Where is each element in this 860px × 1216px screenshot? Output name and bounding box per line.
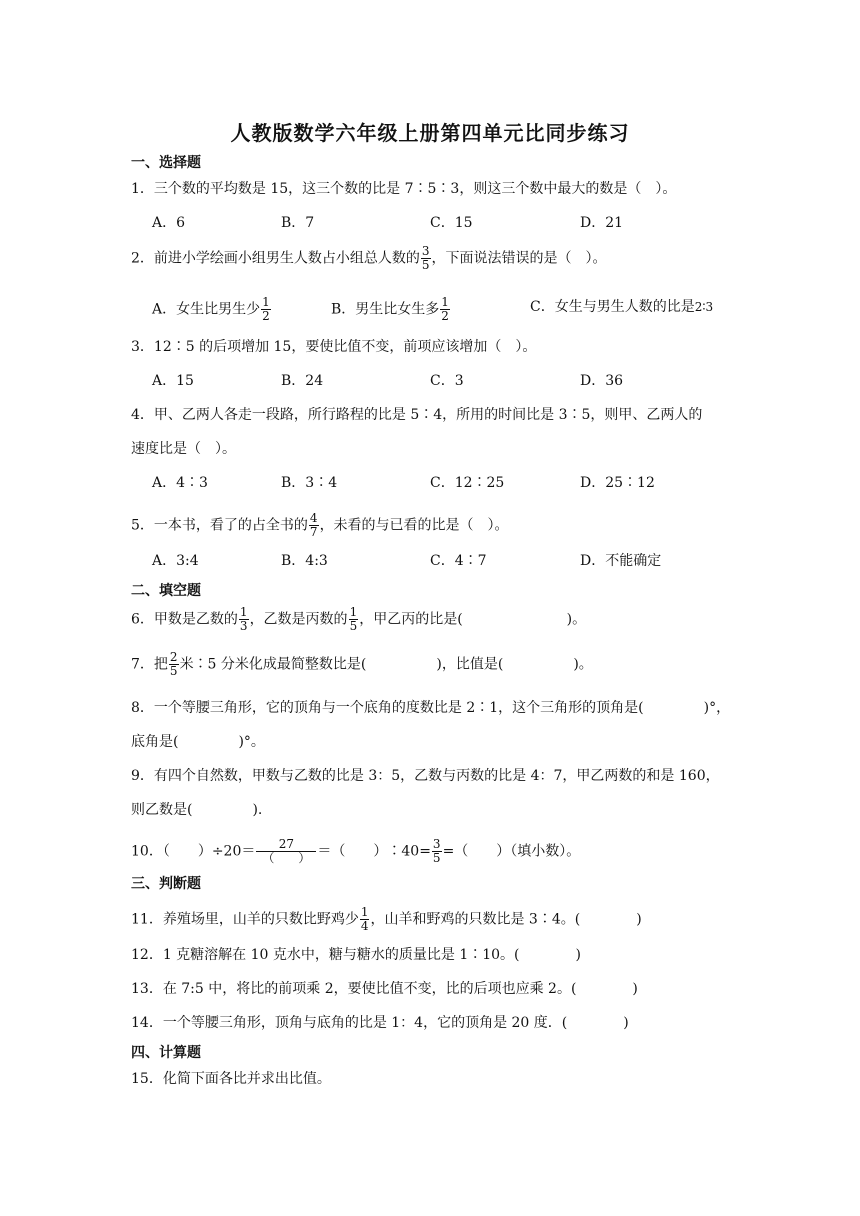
q5-text-end: ，未看的与已看的比是（ ）。: [319, 517, 509, 534]
q3-option-a: A．15: [152, 373, 194, 389]
fraction-numerator: 3: [432, 837, 441, 851]
q1-option-d: D．21: [580, 215, 624, 231]
q11-close: ): [636, 911, 642, 928]
section-heading-judge: 三、判断题: [131, 876, 201, 892]
option-ratio: 2∶3: [694, 300, 714, 314]
q11-fraction: [360, 906, 370, 933]
fraction-numerator: 2: [169, 650, 178, 664]
q13-text: 13．在 7:5 中，将比的前项乘 2，要使比值不变，比的后项也应乘 2。(: [131, 981, 577, 997]
q10-fraction-2: [432, 838, 442, 865]
section-heading-choice: 一、选择题: [131, 155, 201, 171]
q2-option-b: [331, 296, 451, 323]
q4-option-d: D．25∶12: [580, 475, 655, 491]
q9-close: ).: [252, 802, 263, 818]
q5-option-a: A．3:4: [152, 553, 199, 569]
q6-text-end: ，甲乙丙的比是(: [359, 611, 463, 628]
question-1: 1．三个数的平均数是 15，这三个数的比是 7∶5∶3，则这三个数中最大的数是（ ）。: [131, 181, 677, 197]
q7-close: )。: [573, 656, 593, 673]
q10-text-c: =（ ）（填小数）。: [442, 843, 581, 860]
fraction-denominator: （ ）: [256, 851, 316, 865]
q14-close: ): [623, 1015, 629, 1031]
fraction-numerator: 1: [239, 605, 248, 619]
q1-option-a: A．6: [152, 215, 186, 231]
question-9-line2: [131, 801, 262, 819]
q6-fraction-1: [239, 606, 249, 633]
q2-fraction: [421, 245, 431, 272]
q6-text-mid: ，乙数是丙数的: [249, 611, 348, 628]
fraction-numerator: 4: [309, 511, 318, 525]
fraction-numerator: 3: [421, 244, 430, 258]
fraction-numerator: 27: [278, 837, 294, 851]
q8-close-2: )°。: [238, 734, 265, 750]
q7-fraction: [169, 651, 179, 678]
q8-text: 8．一个等腰三角形，它的顶角与一个底角的度数比是 2∶1，这个三角形的顶角是(: [131, 700, 644, 716]
q6-text: 6．甲数是乙数的: [131, 611, 238, 628]
question-8-line2: [131, 733, 265, 751]
question-4-line2: 速度比是（ ）。: [131, 441, 236, 457]
fraction-denominator: 2: [262, 309, 270, 323]
fraction-denominator: 4: [360, 919, 369, 933]
option-text: B．男生比女生多: [331, 301, 440, 318]
q8-text-2: 底角是(: [131, 734, 179, 750]
q5-option-b: B．4:3: [281, 553, 328, 569]
q2-option-b-fraction: [440, 296, 450, 323]
q7-text-mid: 米∶5 分米化成最简整数比是(: [179, 656, 367, 673]
q2-text-end: ，下面说法错误的是（ ）。: [431, 250, 607, 267]
fraction-numerator: 1: [441, 295, 449, 309]
fraction-numerator: 1: [262, 295, 270, 309]
q2-option-a: [152, 296, 272, 323]
question-3: 3．12∶5 的后项增加 15，要使比值不变，前项应该增加（ ）。: [131, 339, 537, 355]
q11-text: 11．养殖场里，山羊的只数比野鸡少: [131, 911, 359, 928]
q7-text-mid2: )，比值是(: [436, 656, 504, 673]
question-12: [131, 946, 581, 964]
fraction-denominator: 3: [239, 619, 248, 633]
q12-close: ): [575, 947, 581, 963]
question-9-line1: 9．有四个自然数，甲数与乙数的比是 3：5，乙数与丙数的比是 4：7，甲乙两数的和是 160，: [131, 768, 720, 784]
fraction-denominator: 2: [441, 309, 449, 323]
q5-option-d: D．不能确定: [580, 553, 662, 569]
fraction-denominator: 5: [169, 664, 178, 678]
q3-option-d: D．36: [580, 373, 624, 389]
q12-text: 12．1 克糖溶解在 10 克水中，糖与糖水的质量比是 1∶10。(: [131, 947, 520, 963]
q10-fraction-1: [256, 838, 316, 865]
q10-text-b: ＝（ ）∶40=: [317, 843, 431, 860]
q8-close-1: )°，: [703, 700, 731, 716]
question-14: [131, 1014, 629, 1032]
section-heading-compute: 四、计算题: [131, 1045, 201, 1061]
fraction-denominator: 5: [432, 851, 441, 865]
question-4-line1: 4．甲、乙两人各走一段路，所行路程的比是 5∶4，所用的时间比是 3∶5，则甲、乙两人的: [131, 407, 703, 423]
fraction-denominator: 7: [309, 525, 318, 539]
question-15: 15．化简下面各比并求出比值。: [131, 1071, 331, 1087]
fraction-denominator: 5: [349, 619, 358, 633]
q10-text-a: 10．（ ）÷20＝: [131, 843, 256, 860]
question-13: [131, 980, 638, 998]
question-5: [131, 512, 509, 539]
q2-text: 2．前进小学绘画小组男生人数占小组总人数的: [131, 250, 420, 267]
q4-option-b: B．3∶4: [281, 475, 338, 491]
question-2: [131, 245, 607, 272]
q1-option-c: C．15: [430, 215, 473, 231]
fraction-numerator: 1: [349, 605, 358, 619]
q4-option-a: A．4∶3: [152, 475, 208, 491]
q1-option-b: B．7: [281, 215, 315, 231]
q6-close: )。: [566, 611, 587, 628]
option-text: A．女生比男生少: [152, 301, 261, 318]
q3-option-b: B．24: [281, 373, 324, 389]
q11-text-end: ，山羊和野鸡的只数比是 3∶4。(: [370, 911, 581, 928]
question-7: [131, 651, 593, 678]
q5-option-c: C．4∶7: [430, 553, 487, 569]
q5-text: 5．一本书，看了的占全书的: [131, 517, 308, 534]
question-8-line1: [131, 699, 730, 717]
fraction-denominator: 5: [421, 258, 430, 272]
q14-text: 14．一个等腰三角形，顶角与底角的比是 1：4，它的顶角是 20 度．(: [131, 1015, 568, 1031]
fraction-numerator: 1: [360, 905, 369, 919]
q13-close: ): [632, 981, 638, 997]
q6-fraction-2: [349, 606, 359, 633]
q9-text: 则乙数是(: [131, 802, 193, 818]
q5-fraction: [309, 512, 319, 539]
question-10: [131, 838, 580, 865]
page-title: 人教版数学六年级上册第四单元比同步练习: [230, 121, 630, 145]
q3-option-c: C．3: [430, 373, 464, 389]
option-text: C．女生与男生人数的比是: [530, 299, 695, 315]
q7-text: 7．把: [131, 656, 168, 673]
q2-option-a-fraction: [261, 296, 271, 323]
section-heading-fill: 二、填空题: [131, 583, 201, 599]
question-6: [131, 606, 586, 633]
question-11: [131, 906, 642, 933]
q2-option-c: [530, 298, 713, 316]
q4-option-c: C．12∶25: [430, 475, 505, 491]
